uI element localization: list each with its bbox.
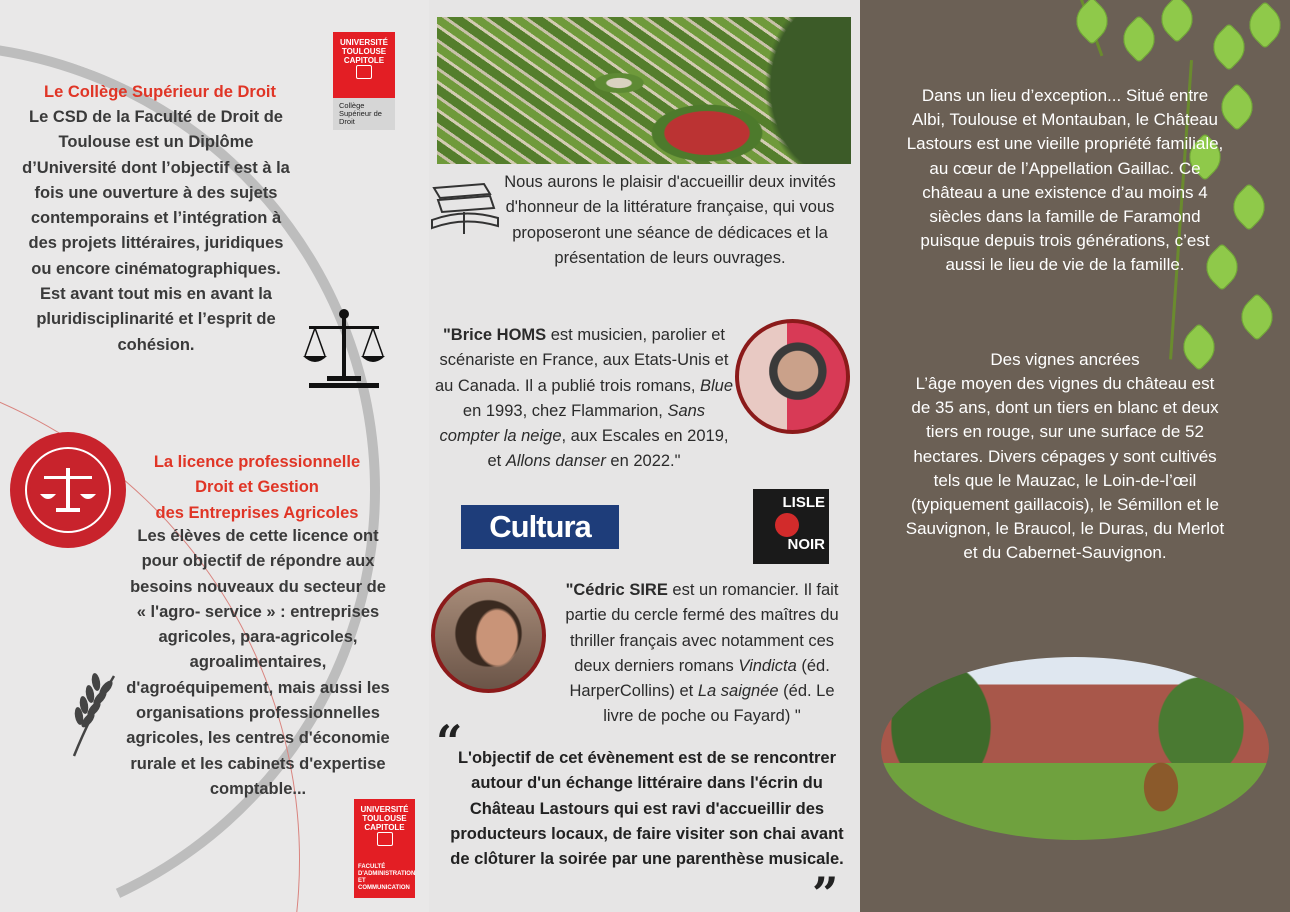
- chateau-photo: [881, 657, 1269, 840]
- brice-text: , aux Escales en 2019, et: [487, 427, 729, 471]
- logo-line: UNIVERSITÉ: [360, 805, 409, 814]
- ivy-leaf-icon: [1205, 23, 1253, 71]
- vignes-title: Des vignes ancrées: [990, 350, 1140, 369]
- book-title: La saignée: [697, 682, 779, 701]
- licence-seal-icon: [8, 430, 128, 550]
- brice-text: en 1993, chez Flammarion,: [462, 401, 668, 420]
- licence-title-line: des Entreprises Agricoles: [155, 503, 359, 522]
- brice-text: en 2022.": [605, 452, 681, 471]
- quote-open-icon: “: [436, 715, 463, 769]
- lisle-noir-logo: [753, 489, 829, 564]
- cedric-text: (éd. Le livre de poche ou Fayard) ": [603, 682, 835, 726]
- ivy-leaf-icon: [1115, 15, 1163, 63]
- book-title: Vindicta: [738, 656, 797, 675]
- csd-logo-sub: Collège Supérieur de Droit: [333, 98, 395, 130]
- ivy-leaf-icon: [1241, 1, 1289, 49]
- cedric-name: "Cédric SIRE: [565, 581, 668, 599]
- faculty-logo-sub: FACULTÉ D'ADMINISTRATION ET COMMUNICATION: [358, 864, 416, 891]
- ivy-leaf-icon: [1225, 183, 1273, 231]
- cedric-text: est un romancier. Il fait partie du cercle fermé des maîtres du thriller français avec notamment ces deux derniers romans: [565, 581, 839, 675]
- event-quote: L'objectif de cet évènement est de se rencontrer autour d'un échange littéraire dans l'écrin du Château Lastours qui est ravi d'accueillir des producteurs locaux, de faire visiter son chai avant de clôturer la soirée par une parenthèse musicale.: [450, 749, 844, 869]
- book-title: Allons danser: [505, 452, 606, 471]
- lisle-noir-line: NOIR: [787, 536, 825, 553]
- chateau-description: Dans un lieu d’exception... Situé entre Albi, Toulouse et Montauban, le Château Lastours est une vieille propriété familiale, au cœur de l’Appellation Gaillac. Ce château a une existence d’au moins 4 siècles dans la famille de Faramond puisque depuis trois générations, c’est aussi le lieu de vie de la famille.: [906, 86, 1224, 275]
- cedric-bio: [554, 578, 850, 730]
- vignes-description: L’âge moyen des vignes du château est de 35 ans, dont un tiers en blanc et deux tiers en rouge, sur une surface de 52 hectares. Divers cépages y sont cultivés tels que le Mauzac, le Loin-de-l’œil (typiquement gaillacois), le Sémillon et le Sauvignon, le Braucol, le Duras, du Merlot et du Cabernet-Sauvignon.: [905, 374, 1225, 563]
- csd-body: Le CSD de la Faculté de Droit de Toulouse est un Diplôme d’Université dont l’objectif est à la fois une ouverture à des sujets contemporains et l’intégration à des projets littéraires, juridiques ou encore cinématographiques. Est avant tout mis en avant la pluridisciplinarité et l’esprit de cohésion.: [22, 108, 290, 354]
- seal-icon: [377, 832, 393, 846]
- scales-of-justice-icon: [301, 306, 387, 388]
- invitation-text: Nous aurons le plaisir d'accueillir deux invités d'honneur de la littérature française, qui vous proposeront une séance de dédicaces et la présentation de leurs ouvrages.: [504, 173, 836, 267]
- ivy-leaf-icon: [1068, 0, 1116, 45]
- garden-photo: [437, 17, 851, 164]
- ivy-leaf-icon: [1233, 293, 1281, 341]
- ivy-leaf-icon: [1153, 0, 1201, 43]
- logo-line: CAPITOLE: [364, 823, 405, 832]
- cultura-logo: Cultura: [461, 505, 619, 549]
- wheat-icon: [66, 672, 122, 758]
- book-title: Blue: [700, 376, 734, 395]
- pen-icon: [775, 513, 799, 537]
- cedric-sire-portrait: [431, 578, 546, 693]
- csd-title: Le Collège Supérieur de Droit: [44, 83, 276, 101]
- logo-line: TOULOUSE: [362, 814, 407, 823]
- faculty-logo: [354, 799, 415, 898]
- logo-line: CAPITOLE: [343, 56, 385, 65]
- logo-line: UNIVERSITÉ: [339, 38, 388, 47]
- csd-logo: [333, 32, 395, 130]
- brice-name: "Brice HOMS: [442, 326, 547, 344]
- lisle-noir-line: LISLE: [782, 494, 825, 511]
- licence-title-line: La licence professionnelle: [153, 453, 361, 471]
- brice-homs-portrait: [735, 319, 850, 434]
- cedric-text: (éd. HarperCollins) et: [569, 656, 830, 701]
- licence-title: [132, 450, 382, 526]
- logo-line: TOULOUSE: [341, 47, 387, 56]
- quote-close-icon: ”: [812, 867, 839, 912]
- seal-icon: [356, 65, 372, 79]
- licence-body: Les élèves de cette licence ont pour objectif de répondre aux besoins nouveaux du secteur de « l'agro- service » : entreprises agricoles, para-agricoles, agroalimentaires, d'agroéquipement, mais aussi les organisations professionnelles agricoles, les centres d'économie rurale et les cabinets d'expertise comptable...: [126, 527, 390, 798]
- brice-text: est musicien, parolier et scénariste en France, aux Etats-Unis et au Canada. Il a publié trois romans,: [434, 326, 729, 395]
- brice-bio: [433, 323, 735, 475]
- book-title: Sans compter la neige: [439, 401, 706, 446]
- licence-title-line: Droit et Gestion: [195, 478, 319, 497]
